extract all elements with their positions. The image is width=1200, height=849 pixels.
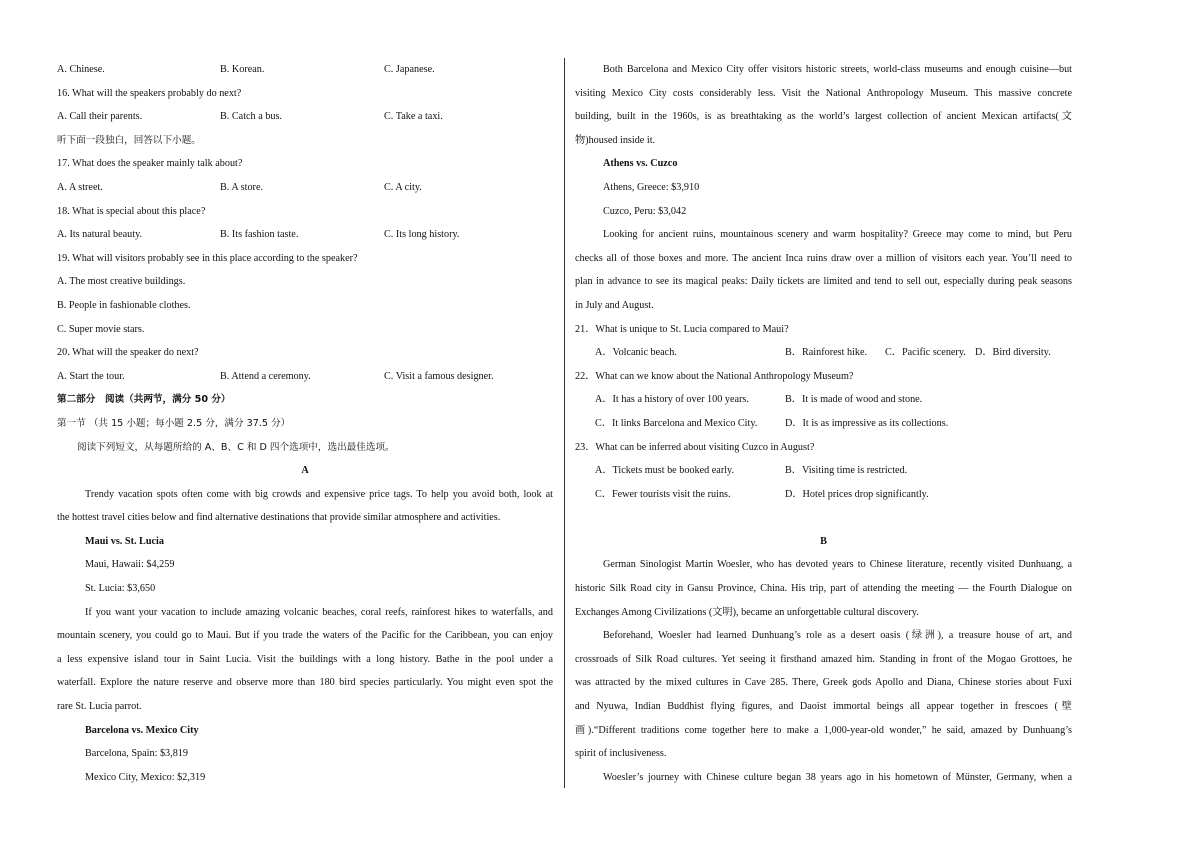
q15-option-b: B. Korean. xyxy=(220,64,265,75)
athens-price: Athens, Greece: $3,910 xyxy=(603,181,700,193)
barcelona-heading: Barcelona vs. Mexico City xyxy=(85,724,199,736)
maui-heading: Maui vs. St. Lucia xyxy=(85,535,164,547)
q20-option-b: B. Attend a ceremony. xyxy=(220,370,311,382)
q21-stem: 21．What is unique to St. Lucia compared to Maui? xyxy=(575,323,789,335)
q20-option-a: A. Start the tour. xyxy=(57,370,125,382)
bcn-para-line-2: visiting Mexico City costs considerably less. Visit the National Anthropology Museum. This massive concrete xyxy=(575,87,1072,99)
maui-para-line-4: waterfall. Explore the nature reserve and observe more than 180 bird species particularly. You might even spot the xyxy=(57,677,553,689)
athens-para-line-3: plan in advance to see its magical peaks: Daily tickets are limited and tend to sell out, especially during peak seasons xyxy=(575,276,1072,288)
b-para2-line-3: was attracted by the mixed cultures in Cave 285. There, Greek gods Apollo and Diana, Chinese stories about Fuxi xyxy=(575,677,1072,689)
q23-stem: 23．What can be inferred about visiting Cuzco in August? xyxy=(575,441,815,453)
q17-option-b: B. A store. xyxy=(220,181,264,193)
reading-instruction: 阅读下列短文，从每题所给的 A、B、C 和 D 四个选项中，选出最佳选项。 xyxy=(77,441,395,453)
b-para2-line-5: 画).“Different traditions come together here to make a 1,000-year-old wonder,” he said, amazed by Dunhuang’s xyxy=(575,724,1072,736)
q19-stem: 19. What will visitors probably see in this place according to the speaker? xyxy=(57,252,358,264)
q17-stem: 17. What does the speaker mainly talk about? xyxy=(57,158,243,170)
q23-options-row-1 xyxy=(575,459,1072,483)
q21-option-d: D．Bird diversity. xyxy=(975,347,1051,359)
barcelona-price: Barcelona, Spain: $3,819 xyxy=(85,748,188,760)
q23-option-d: D．Hotel prices drop significantly. xyxy=(785,488,929,500)
q22-option-b: B．It is made of wood and stone. xyxy=(785,394,923,406)
q23-option-a: A．Tickets must be booked early. xyxy=(595,465,735,477)
passage-a-label: A xyxy=(301,465,309,477)
bcn-para-line-3: building, built in the 1960s, is as breathtaking as the world’s largest collection of ancient Mexican artifacts(文 xyxy=(575,111,1072,123)
q15-option-c: C. Japanese. xyxy=(384,64,435,75)
q16-option-c: C. Take a taxi. xyxy=(384,111,443,123)
q21-options xyxy=(575,341,1072,365)
q20-options xyxy=(57,365,553,389)
monologue-instruction: 听下面一段独白，回答以下小题。 xyxy=(57,134,201,146)
intro-line-2: the hottest travel cities below and find alternative destinations that provide similar atmosphere and activities. xyxy=(57,512,501,524)
left-column xyxy=(57,58,553,789)
q17-option-a: A. A street. xyxy=(57,181,103,193)
q21-option-c: C．Pacific scenery. xyxy=(885,347,966,359)
stlucia-price: St. Lucia: $3,650 xyxy=(85,583,156,595)
athens-para-line-4: in July and August. xyxy=(575,299,654,311)
q16-stem: 16. What will the speakers probably do next? xyxy=(57,87,242,99)
q22-option-d: D．It is as impressive as its collections. xyxy=(785,417,949,429)
maui-para-line-2: mountain scenery, you could go to Maui. But if you trade the waters of the Pacific for the Caribbean, you can enjoy xyxy=(57,630,553,642)
b-para2-line-6: spirit of inclusiveness. xyxy=(575,748,667,760)
maui-para-line-1: If you want your vacation to include amazing volcanic beaches, coral reefs, rainforest hikes to waterfalls, and xyxy=(85,606,553,618)
b-para2-line-2: crossroads of Silk Road cultures. Yet seeing it firsthand amazed him. Standing in front of the Mogao Grottoes, he xyxy=(575,653,1072,665)
b-para1-line-1: German Sinologist Martin Woesler, who has devoted years to Chinese literature, recently visited Dunhuang, a xyxy=(603,559,1072,571)
b-para1-line-3: Exchanges Among Civilizations (文明), became an unforgettable cultural discovery. xyxy=(575,606,919,618)
athens-heading: Athens vs. Cuzco xyxy=(603,158,678,170)
q15-options xyxy=(57,58,553,82)
mexico-price: Mexico City, Mexico: $2,319 xyxy=(85,771,206,783)
cuzco-price: Cuzco, Peru: $3,042 xyxy=(603,205,687,217)
q22-option-c: C．It links Barcelona and Mexico City. xyxy=(595,417,758,429)
q19-option-c: C. Super movie stars. xyxy=(57,323,145,335)
q22-options-row-1 xyxy=(575,388,1072,412)
q16-option-a: A. Call their parents. xyxy=(57,111,143,123)
q16-options xyxy=(57,105,553,129)
b-para2-line-1: Beforehand, Woesler had learned Dunhuang’s role as a desert oasis (绿洲), a treasure house of art, and xyxy=(603,630,1072,642)
bcn-para-line-1: Both Barcelona and Mexico City offer visitors historic streets, world-class museums and enough cuisine—but xyxy=(603,64,1072,75)
q15-option-a: A. Chinese. xyxy=(57,64,105,75)
q22-option-a: A．It has a history of over 100 years. xyxy=(595,394,749,406)
column-divider xyxy=(564,58,565,788)
q22-stem: 22．What can we know about the National Anthropology Museum? xyxy=(575,370,854,382)
spacer xyxy=(575,506,1072,530)
maui-para-line-5: rare St. Lucia parrot. xyxy=(57,701,142,713)
q18-option-c: C. Its long history. xyxy=(384,229,460,241)
q19-option-a: A. The most creative buildings. xyxy=(57,276,186,288)
q20-stem: 20. What will the speaker do next? xyxy=(57,347,199,359)
q21-option-b: B．Rainforest hike. xyxy=(785,347,868,359)
q19-option-b: B. People in fashionable clothes. xyxy=(57,299,191,311)
b-para1-line-2: historic Silk Road city in Gansu Province, China. His trip, part of attending the meeting — the Fourth Dialogue on xyxy=(575,583,1072,595)
bcn-para-line-4: 物)housed inside it. xyxy=(575,134,656,146)
athens-para-line-2: checks all of those boxes and more. The ancient Inca ruins draw over a million of visitors each year. You’ll need to xyxy=(575,252,1072,264)
q20-option-c: C. Visit a famous designer. xyxy=(384,370,494,382)
section-one-heading: 第一节 （共 15 小题；每小题 2.5 分，满分 37.5 分） xyxy=(57,417,291,429)
q22-options-row-2 xyxy=(575,412,1072,436)
q18-options xyxy=(57,223,553,247)
q23-option-c: C．Fewer tourists visit the ruins. xyxy=(595,488,731,500)
q23-option-b: B．Visiting time is restricted. xyxy=(785,465,908,477)
q21-option-a: A．Volcanic beach. xyxy=(595,347,677,359)
maui-price: Maui, Hawaii: $4,259 xyxy=(85,559,175,571)
b-para2-line-4: and Nyuwa, Indian Buddhist flying figures, and Daoist immortal beings all appear together in frescoes (壁 xyxy=(575,701,1072,713)
q16-option-b: B. Catch a bus. xyxy=(220,111,282,123)
q18-option-a: A. Its natural beauty. xyxy=(57,229,143,241)
passage-b-label: B xyxy=(820,535,827,547)
q18-stem: 18. What is special about this place? xyxy=(57,205,206,217)
maui-para-line-3: a less expensive island tour in Saint Lucia. Visit the buildings with a long history. Bathe in the pool under a xyxy=(57,653,553,665)
intro-line-1: Trendy vacation spots often come with big crowds and expensive price tags. To help you avoid both, look at xyxy=(85,488,553,500)
right-column xyxy=(575,58,1072,789)
q18-option-b: B. Its fashion taste. xyxy=(220,229,299,241)
part-two-heading: 第二部分 阅读（共两节，满分 50 分） xyxy=(57,394,231,406)
athens-para-line-1: Looking for ancient ruins, mountainous scenery and warm hospitality? Greece may come to mind, but Peru xyxy=(603,229,1072,241)
b-para3-line-1: Woesler’s journey with Chinese culture began 38 years ago in his hometown of Münster, Germany, when a xyxy=(603,771,1072,783)
q17-options xyxy=(57,176,553,200)
q17-option-c: C. A city. xyxy=(384,181,422,193)
q23-options-row-2 xyxy=(575,483,1072,507)
